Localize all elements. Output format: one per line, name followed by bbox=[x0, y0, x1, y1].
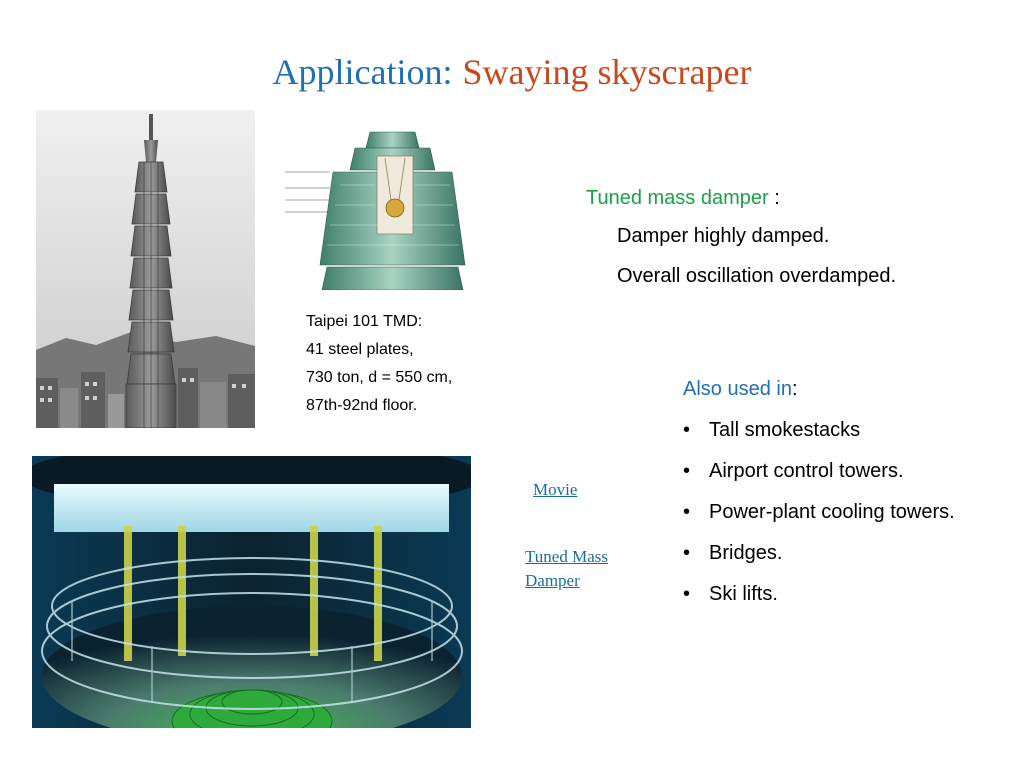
caption-line: 87th-92nd floor. bbox=[306, 397, 418, 414]
tmd-heading-text: Tuned mass damper bbox=[586, 187, 769, 209]
title-part1: Application: bbox=[272, 52, 453, 92]
tmd-link-line2: Damper bbox=[525, 571, 580, 590]
tuned-mass-damper-link[interactable] bbox=[525, 545, 608, 593]
damper-room-photo bbox=[32, 456, 471, 728]
taipei-101-illustration bbox=[36, 110, 255, 428]
tmd-heading-suffix: : bbox=[768, 187, 780, 209]
also-heading bbox=[683, 376, 955, 417]
also-heading-suffix: : bbox=[791, 378, 798, 400]
list-item bbox=[683, 417, 955, 458]
bullet-icon: • bbox=[683, 583, 691, 605]
list-item bbox=[683, 458, 955, 499]
list-item bbox=[683, 540, 955, 581]
caption-line: 41 steel plates, bbox=[306, 341, 414, 358]
also-list bbox=[683, 417, 955, 622]
bullet-icon: • bbox=[683, 460, 691, 482]
list-item-text: Airport control towers. bbox=[709, 460, 904, 482]
caption-line: 730 ton, d = 550 cm, bbox=[306, 369, 453, 386]
bullet-icon: • bbox=[683, 542, 691, 564]
tmd-caption bbox=[306, 312, 452, 424]
also-heading-text: Also used in bbox=[683, 378, 792, 400]
caption-line: Taipei 101 TMD: bbox=[306, 313, 423, 330]
slide-title bbox=[0, 50, 1024, 94]
title-part2: Swaying skyscraper bbox=[462, 52, 752, 92]
tmd-link-line1: Tuned Mass bbox=[525, 547, 608, 566]
damper-room-illustration bbox=[32, 456, 471, 728]
tmd-heading bbox=[586, 186, 896, 224]
tmd-cross-section-diagram bbox=[285, 130, 475, 290]
bullet-icon: • bbox=[683, 501, 691, 523]
list-item bbox=[683, 581, 955, 622]
tmd-item: Overall oscillation overdamped. bbox=[617, 265, 897, 287]
list-item-text: Tall smokestacks bbox=[709, 419, 861, 441]
taipei-101-photo bbox=[36, 110, 255, 428]
tmd-item: Damper highly damped. bbox=[617, 225, 830, 247]
tmd-section bbox=[586, 186, 896, 304]
list-item-text: Power-plant cooling towers. bbox=[709, 501, 955, 523]
list-item-text: Ski lifts. bbox=[709, 583, 778, 605]
tmd-diagram-illustration bbox=[285, 130, 475, 290]
bullet-icon: • bbox=[683, 419, 691, 441]
movie-link[interactable]: Movie bbox=[533, 480, 578, 499]
list-item-text: Bridges. bbox=[709, 542, 783, 564]
list-item bbox=[683, 499, 955, 540]
also-used-section bbox=[683, 376, 955, 622]
